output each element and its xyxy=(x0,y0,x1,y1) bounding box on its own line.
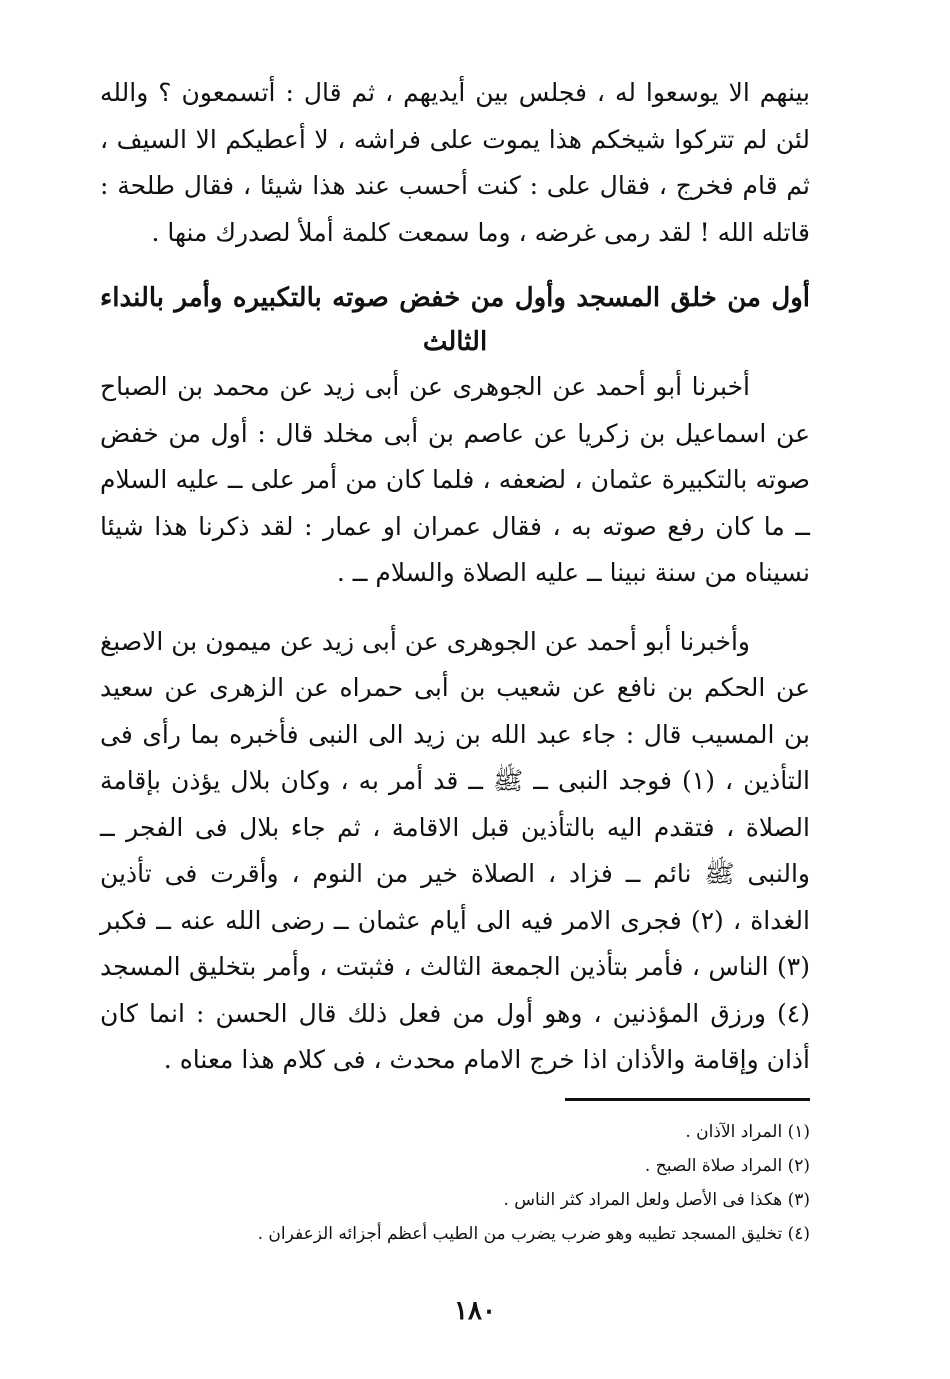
paragraph-2: أخبرنا أبو أحمد عن الجوهرى عن أبى زيد عن محمد بن الصباح عن اسماعيل بن زكريا عن عاصم بن أبى مخلد قال : أول من خفض صوته بالتكبيرة عثمان ، لضعفه ، فلما كان من أمر على ــ عليه السلام ــ ما كان رفع صوته به ، فقال عمران او عمار : لقد ذكرنا هذا شيئا نسيناه من سنة نبينا ــ عليه الصلاة والسلام ــ . xyxy=(100,372,810,587)
section-title-line-2: الثالث xyxy=(422,327,488,357)
footnote-4: (٤) تخليق المسجد تطيبه وهو ضرب يضرب من الطيب أعظم أجزائه الزعفران . xyxy=(257,1223,810,1244)
footnote-2: (٢) المراد صلاة الصبح . xyxy=(644,1155,810,1176)
paragraph-3: وأخبرنا أبو أحمد عن الجوهرى عن أبى زيد عن ميمون بن الاصبغ عن الحكم بن نافع عن شعيب بن أبى حمراه عن الزهرى عن سعيد بن المسيب قال : جاء عبد الله بن زيد الى النبى فأخبره بما رأى فى التأذين ، (١) فوجد النبى ــ ﷺ ــ قد أمر به ، وكان بلال يؤذن بإقامة الصلاة ، فتقدم اليه بالتأذين قبل الاقامة ، ثم جاء بلال فى الفجر ــ والنبى ﷺ نائم ــ فزاد ، الصلاة خير من النوم ، وأقرت فى تأذين الغداة ، (٢) فجرى الامر فيه الى أيام عثمان ــ رضى الله عنه ــ فكبر (٣) الناس ، فأمر بتأذين الجمعة الثالث ، فثبتت ، وأمر بتخليق المسجد (٤) ورزق المؤذنين ، وهو أول من فعل ذلك قال الحسن : انما كان أذان وإقامة والأذان اذا خرج الامام محدث ، فى كلام هذا معناه . xyxy=(100,626,811,1074)
footnote-3: (٣) هكذا فى الأصل ولعل المراد كثر الناس . xyxy=(503,1189,810,1210)
footnote-divider xyxy=(565,1098,810,1101)
footnotes xyxy=(100,1115,810,1251)
page-number: ١٨٠ xyxy=(454,1296,496,1326)
footnote-1: (١) المراد الآذان . xyxy=(685,1121,810,1142)
page-body xyxy=(100,70,810,1251)
paragraph-gap xyxy=(100,597,810,619)
section-title xyxy=(100,276,810,364)
section-title-line-1: أول من خلق المسجد وأول من خفض صوته بالتكبيره وأمر بالنداء xyxy=(100,283,810,313)
paragraph-1: بينهم الا يوسعوا له ، فجلس بين أيديهم ، ثم قال : أتسمعون ؟ والله لئن لم تتركوا شيخكم هذا يموت على فراشه ، لا أعطيكم الا السيف ، ثم قام فخرج ، فقال على : كنت أحسب عند هذا شيئا ، فقال طلحة : قاتله الله ! لقد رمى غرضه ، وما سمعت كلمة أملأ لصدرك منها . xyxy=(100,78,810,247)
